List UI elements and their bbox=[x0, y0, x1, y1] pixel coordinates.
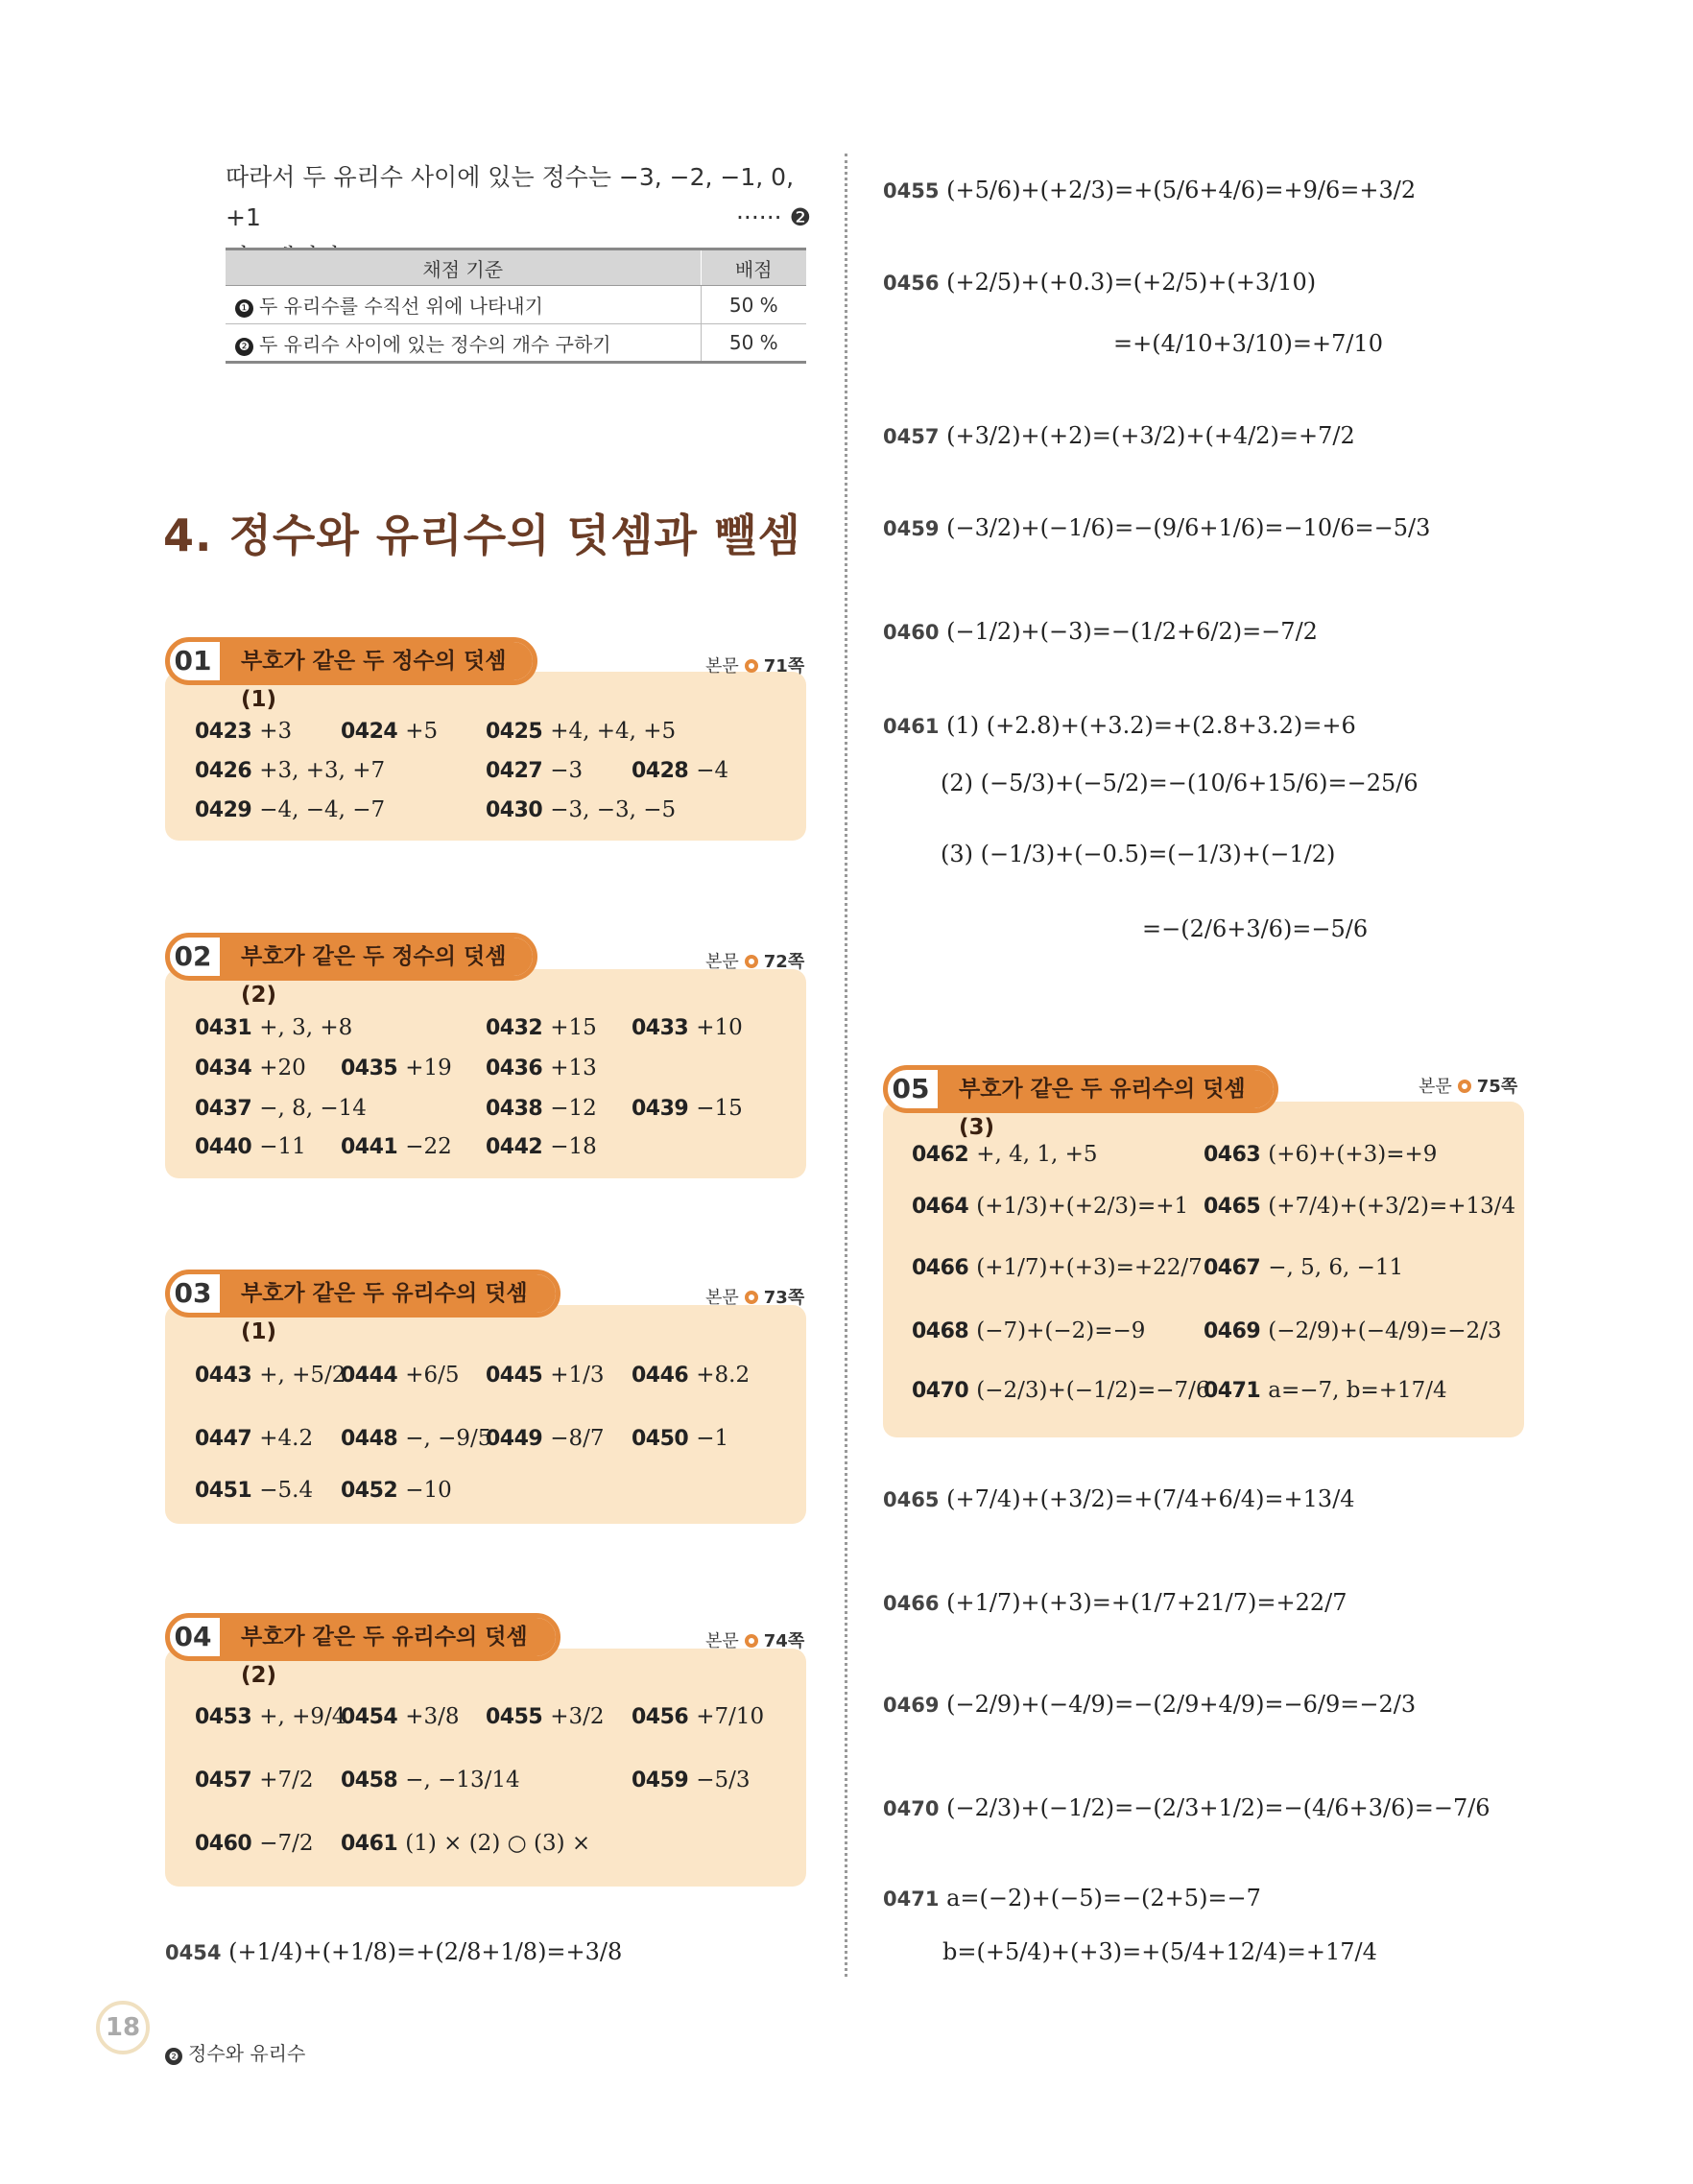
answer-item bbox=[632, 1422, 728, 1456]
answer-item bbox=[195, 754, 385, 788]
item-number: 0441 bbox=[341, 1135, 398, 1159]
item-answer: (−2/9)+(−4/9)=−2/3 bbox=[1268, 1318, 1502, 1343]
item-answer: (+6)+(+3)=+9 bbox=[1268, 1142, 1438, 1167]
solution-0471 bbox=[883, 1881, 1261, 1916]
solution-0471-part-b: b=(+5/4)+(+3)=+(5/4+12/4)=+17/4 bbox=[942, 1938, 1377, 1965]
item-number: 0462 bbox=[912, 1143, 969, 1167]
ref-prefix: 본문 bbox=[705, 656, 739, 677]
item-answer: +4.2 bbox=[259, 1426, 314, 1451]
item-answer: +, 3, +8 bbox=[259, 1015, 353, 1040]
item-answer: +3/8 bbox=[405, 1704, 460, 1729]
answer-item bbox=[486, 1092, 597, 1126]
answer-item bbox=[912, 1138, 1098, 1172]
item-number: 0445 bbox=[486, 1364, 543, 1388]
item-answer: −3, −3, −5 bbox=[550, 797, 677, 822]
item-answer: (−2/3)+(−1/2)=−7/6 bbox=[976, 1378, 1210, 1403]
answer-item bbox=[632, 1011, 743, 1045]
item-number: 0470 bbox=[912, 1379, 969, 1403]
item-answer: (+1/3)+(+2/3)=+1 bbox=[976, 1194, 1189, 1219]
item-answer: +7/2 bbox=[259, 1768, 314, 1792]
item-number: 0430 bbox=[486, 798, 543, 822]
item-number: 0449 bbox=[486, 1427, 543, 1451]
answer-item bbox=[912, 1374, 1210, 1408]
box-title: 부호가 같은 두 유리수의 덧셈(3) bbox=[938, 1070, 1274, 1108]
solution-number: 0459 bbox=[883, 517, 940, 540]
item-answer: +13 bbox=[550, 1056, 597, 1080]
solution-0470 bbox=[883, 1791, 1490, 1826]
answer-item bbox=[632, 1764, 751, 1797]
answer-item bbox=[486, 715, 676, 748]
item-answer: −8/7 bbox=[550, 1426, 605, 1451]
item-answer: −, 8, −14 bbox=[259, 1096, 367, 1121]
item-answer: +10 bbox=[696, 1015, 743, 1040]
answer-item bbox=[632, 1359, 750, 1392]
ref-page: 75쪽 bbox=[1476, 1077, 1518, 1097]
answer-item bbox=[195, 1092, 367, 1126]
answer-item bbox=[341, 1474, 452, 1507]
chapter-footer bbox=[165, 2038, 305, 2066]
answer-item bbox=[195, 1764, 314, 1797]
item-number: 0426 bbox=[195, 759, 252, 783]
item-answer: +8.2 bbox=[696, 1363, 751, 1388]
answer-item bbox=[912, 1251, 1203, 1285]
item-answer: −3 bbox=[550, 758, 584, 783]
item-answer: −4, −4, −7 bbox=[259, 797, 386, 822]
ref-page: 74쪽 bbox=[763, 1631, 805, 1651]
grading-row bbox=[226, 286, 806, 324]
item-number: 0464 bbox=[912, 1195, 969, 1219]
item-number: 0446 bbox=[632, 1364, 689, 1388]
solution-0465 bbox=[883, 1482, 1355, 1517]
item-number: 0443 bbox=[195, 1364, 252, 1388]
item-answer: +, +5/2 bbox=[259, 1363, 346, 1388]
item-answer: +, +9/4 bbox=[259, 1704, 346, 1729]
answer-item bbox=[912, 1315, 1145, 1348]
solution-number: 0469 bbox=[883, 1694, 940, 1717]
grading-row bbox=[226, 324, 806, 363]
ref-circle-icon bbox=[745, 659, 758, 673]
intro-line-1: 따라서 두 유리수 사이에 있는 정수는 −3, −2, −1, 0, +1 bbox=[226, 163, 795, 231]
item-answer: −15 bbox=[696, 1096, 743, 1121]
answer-item bbox=[195, 1011, 352, 1045]
page-reference bbox=[705, 1627, 804, 1652]
item-answer: −12 bbox=[550, 1096, 597, 1121]
item-number: 0440 bbox=[195, 1135, 252, 1159]
grading-criterion: 두 유리수 사이에 있는 정수의 개수 구하기 bbox=[259, 332, 611, 356]
box-number: 03 bbox=[174, 1277, 212, 1309]
answer-item bbox=[195, 1130, 306, 1164]
solution-0466 bbox=[883, 1585, 1347, 1621]
item-number: 0433 bbox=[632, 1016, 689, 1040]
item-number: 0423 bbox=[195, 720, 252, 744]
item-answer: −1 bbox=[696, 1426, 729, 1451]
item-number: 0435 bbox=[341, 1056, 398, 1080]
item-number: 0450 bbox=[632, 1427, 689, 1451]
item-answer: −, −9/5 bbox=[405, 1426, 492, 1451]
step-2-badge: ❷ bbox=[235, 338, 253, 356]
item-answer: −18 bbox=[550, 1134, 597, 1159]
solution-expression: (−2/3)+(−1/2)=−(2/3+1/2)=−(4/6+3/6)=−7/6 bbox=[946, 1794, 1490, 1821]
ref-prefix: 본문 bbox=[705, 952, 739, 972]
item-number: 0437 bbox=[195, 1097, 252, 1121]
answer-item bbox=[486, 1052, 597, 1085]
solution-number: 0461 bbox=[883, 715, 940, 738]
item-answer: (+1/7)+(+3)=+22/7 bbox=[976, 1255, 1203, 1280]
item-number: 0432 bbox=[486, 1016, 543, 1040]
box-title: 부호가 같은 두 유리수의 덧셈(1) bbox=[220, 1274, 556, 1313]
box-header-02 bbox=[165, 933, 537, 1008]
item-answer: (−7)+(−2)=−9 bbox=[976, 1318, 1146, 1343]
item-number: 0438 bbox=[486, 1097, 543, 1121]
solution-number: 0456 bbox=[883, 272, 940, 295]
answer-item bbox=[632, 1700, 764, 1734]
ref-prefix: 본문 bbox=[705, 1288, 739, 1308]
grading-criterion: 두 유리수를 수직선 위에 나타내기 bbox=[259, 295, 543, 318]
solution-expression: (+5/6)+(+2/3)=+(5/6+4/6)=+9/6=+3/2 bbox=[946, 177, 1417, 203]
answer-item bbox=[486, 1011, 597, 1045]
solution-number: 0465 bbox=[883, 1488, 940, 1511]
item-number: 0444 bbox=[341, 1364, 398, 1388]
solution-number: 0471 bbox=[883, 1887, 940, 1911]
grading-table bbox=[226, 248, 806, 364]
item-number: 0459 bbox=[632, 1769, 689, 1792]
item-number: 0431 bbox=[195, 1016, 252, 1040]
item-number: 0447 bbox=[195, 1427, 252, 1451]
ref-page: 73쪽 bbox=[763, 1288, 805, 1308]
item-number: 0451 bbox=[195, 1479, 252, 1503]
item-answer: +3, +3, +7 bbox=[259, 758, 386, 783]
ref-circle-icon bbox=[1458, 1080, 1471, 1093]
item-number: 0455 bbox=[486, 1705, 543, 1729]
chapter-badge: ❷ bbox=[165, 2048, 182, 2065]
column-divider bbox=[845, 154, 847, 1977]
item-answer: +3 bbox=[259, 719, 293, 744]
answer-item bbox=[195, 1359, 346, 1392]
item-number: 0466 bbox=[912, 1256, 969, 1280]
solution-0456-line2: =+(4/10+3/10)=+7/10 bbox=[1113, 330, 1383, 357]
grading-score: 50 % bbox=[701, 324, 806, 363]
solution-0461-part-3: (3) (−1/3)+(−0.5)=(−1/3)+(−1/2) bbox=[941, 841, 1336, 867]
answer-item bbox=[486, 794, 676, 827]
item-answer: (1) × (2) ○ (3) × bbox=[405, 1831, 591, 1856]
solution-0461-part-2: (2) (−5/3)+(−5/2)=−(10/6+15/6)=−25/6 bbox=[941, 770, 1419, 796]
box-title: 부호가 같은 두 정수의 덧셈(2) bbox=[220, 938, 533, 976]
answer-item bbox=[486, 1130, 597, 1164]
item-number: 0425 bbox=[486, 720, 543, 744]
answer-item bbox=[195, 1827, 314, 1861]
answer-item bbox=[341, 1700, 460, 1734]
item-answer: −, −13/14 bbox=[405, 1768, 520, 1792]
item-number: 0467 bbox=[1204, 1256, 1261, 1280]
answer-item bbox=[341, 1827, 590, 1861]
solution-number: 0457 bbox=[883, 425, 940, 448]
answer-item bbox=[1204, 1190, 1515, 1223]
solution-0460 bbox=[883, 614, 1318, 650]
item-number: 0458 bbox=[341, 1769, 398, 1792]
answer-item bbox=[1204, 1374, 1447, 1408]
box-header-01 bbox=[165, 637, 537, 712]
item-answer: +4, +4, +5 bbox=[550, 719, 677, 744]
ref-page: 71쪽 bbox=[763, 656, 805, 677]
item-answer: +1/3 bbox=[550, 1363, 605, 1388]
item-number: 0436 bbox=[486, 1056, 543, 1080]
solution-number: 0470 bbox=[883, 1797, 940, 1820]
answer-item bbox=[341, 1359, 460, 1392]
solution-0454 bbox=[165, 1935, 622, 1970]
answer-item bbox=[195, 1474, 313, 1507]
answer-item bbox=[195, 1700, 346, 1734]
item-number: 0465 bbox=[1204, 1195, 1261, 1219]
item-answer: +15 bbox=[550, 1015, 597, 1040]
item-answer: −5.4 bbox=[259, 1478, 314, 1503]
ref-page: 72쪽 bbox=[763, 952, 805, 972]
solution-expression: (+1/4)+(+1/8)=+(2/8+1/8)=+3/8 bbox=[228, 1938, 623, 1965]
solution-expression: (+7/4)+(+3/2)=+(7/4+6/4)=+13/4 bbox=[946, 1485, 1355, 1512]
solution-expression: (+1/7)+(+3)=+(1/7+21/7)=+22/7 bbox=[946, 1589, 1347, 1616]
box-title: 부호가 같은 두 정수의 덧셈(1) bbox=[220, 642, 533, 680]
item-answer: +6/5 bbox=[405, 1363, 460, 1388]
solution-expression: (−2/9)+(−4/9)=−(2/9+4/9)=−6/9=−2/3 bbox=[946, 1691, 1417, 1718]
ref-circle-icon bbox=[745, 1634, 758, 1648]
solution-expression: (+2/5)+(+0.3)=(+2/5)+(+3/10) bbox=[946, 269, 1317, 296]
item-number: 0457 bbox=[195, 1769, 252, 1792]
solution-0469 bbox=[883, 1687, 1416, 1722]
solution-0461-part-3-cont: =−(2/6+3/6)=−5/6 bbox=[1142, 915, 1369, 942]
answer-item bbox=[195, 1052, 306, 1085]
item-answer: +19 bbox=[405, 1056, 452, 1080]
box-title: 부호가 같은 두 유리수의 덧셈(2) bbox=[220, 1618, 556, 1656]
ref-prefix: 본문 bbox=[1419, 1077, 1452, 1097]
item-answer: (+7/4)+(+3/2)=+13/4 bbox=[1268, 1194, 1516, 1219]
answer-item bbox=[341, 1422, 491, 1456]
answer-item bbox=[341, 1052, 452, 1085]
box-header-04 bbox=[165, 1613, 560, 1688]
page-reference bbox=[1419, 1073, 1517, 1098]
item-answer: +5 bbox=[405, 719, 439, 744]
item-number: 0456 bbox=[632, 1705, 689, 1729]
item-number: 0429 bbox=[195, 798, 252, 822]
item-number: 0434 bbox=[195, 1056, 252, 1080]
solution-number: 0454 bbox=[165, 1941, 222, 1964]
solution-number: 0455 bbox=[883, 179, 940, 202]
solution-number: 0466 bbox=[883, 1592, 940, 1615]
item-number: 0468 bbox=[912, 1319, 969, 1343]
solution-expression: (−1/2)+(−3)=−(1/2+6/2)=−7/2 bbox=[946, 618, 1318, 645]
item-number: 0427 bbox=[486, 759, 543, 783]
item-number: 0460 bbox=[195, 1832, 252, 1856]
solution-expression: (+3/2)+(+2)=(+3/2)+(+4/2)=+7/2 bbox=[946, 422, 1355, 449]
grading-header-score: 배점 bbox=[701, 249, 806, 286]
item-number: 0463 bbox=[1204, 1143, 1261, 1167]
section-title: 4. 정수와 유리수의 덧셈과 뺄셈 bbox=[163, 510, 801, 561]
item-answer: +7/10 bbox=[696, 1704, 765, 1729]
ref-prefix: 본문 bbox=[705, 1631, 739, 1651]
answer-item bbox=[486, 1422, 605, 1456]
answer-item bbox=[1204, 1138, 1437, 1172]
grading-header-criteria: 채점 기준 bbox=[226, 249, 701, 286]
item-number: 0428 bbox=[632, 759, 689, 783]
answer-item bbox=[1204, 1315, 1502, 1348]
page-reference bbox=[705, 948, 804, 973]
item-answer: +, 4, 1, +5 bbox=[976, 1142, 1098, 1167]
item-answer: −7/2 bbox=[259, 1831, 314, 1856]
solution-expression: (−3/2)+(−1/6)=−(9/6+1/6)=−10/6=−5/3 bbox=[946, 514, 1431, 541]
item-number: 0454 bbox=[341, 1705, 398, 1729]
box-number: 01 bbox=[174, 645, 212, 677]
ref-circle-icon bbox=[745, 1291, 758, 1304]
chapter-title: 정수와 유리수 bbox=[188, 2042, 306, 2065]
solution-part-1: (1) (+2.8)+(+3.2)=+(2.8+3.2)=+6 bbox=[946, 712, 1356, 739]
item-number: 0461 bbox=[341, 1832, 398, 1856]
step-marker: ······ ❷ bbox=[735, 203, 811, 231]
solution-part-a: a=(−2)+(−5)=−(2+5)=−7 bbox=[946, 1885, 1261, 1911]
grading-score: 50 % bbox=[701, 286, 806, 324]
solution-number: 0460 bbox=[883, 621, 940, 644]
item-answer: −4 bbox=[696, 758, 729, 783]
box-header-05 bbox=[883, 1065, 1278, 1140]
page-reference bbox=[705, 653, 804, 677]
page-number: 18 bbox=[96, 2001, 150, 2054]
solution-0455 bbox=[883, 173, 1416, 208]
item-answer: a=−7, b=+17/4 bbox=[1268, 1378, 1447, 1403]
item-number: 0448 bbox=[341, 1427, 398, 1451]
solution-0459 bbox=[883, 510, 1430, 546]
item-answer: +3/2 bbox=[550, 1704, 605, 1729]
item-answer: −10 bbox=[405, 1478, 452, 1503]
box-header-03 bbox=[165, 1270, 560, 1344]
box-number: 02 bbox=[174, 940, 212, 972]
solution-0456 bbox=[883, 265, 1316, 300]
item-number: 0439 bbox=[632, 1097, 689, 1121]
item-answer: +20 bbox=[259, 1056, 306, 1080]
item-number: 0424 bbox=[341, 720, 398, 744]
answer-item bbox=[632, 754, 728, 788]
box-number: 05 bbox=[892, 1073, 930, 1104]
answer-item bbox=[341, 1764, 520, 1797]
item-answer: −5/3 bbox=[696, 1768, 751, 1792]
item-number: 0471 bbox=[1204, 1379, 1261, 1403]
item-answer: −11 bbox=[259, 1134, 306, 1159]
answer-item bbox=[486, 1359, 605, 1392]
ref-circle-icon bbox=[745, 955, 758, 968]
item-answer: −22 bbox=[405, 1134, 452, 1159]
item-number: 0453 bbox=[195, 1705, 252, 1729]
answer-item bbox=[1204, 1251, 1403, 1285]
item-number: 0469 bbox=[1204, 1319, 1261, 1343]
answer-item bbox=[195, 1422, 313, 1456]
answer-item bbox=[341, 715, 438, 748]
step-1-badge: ❶ bbox=[235, 299, 253, 318]
item-number: 0442 bbox=[486, 1135, 543, 1159]
answer-item bbox=[486, 754, 583, 788]
answer-item bbox=[195, 794, 385, 827]
page-reference bbox=[705, 1284, 804, 1309]
answer-item bbox=[486, 1700, 605, 1734]
answer-item bbox=[632, 1092, 743, 1126]
box-number: 04 bbox=[174, 1621, 212, 1652]
item-number: 0452 bbox=[341, 1479, 398, 1503]
answer-item bbox=[195, 715, 292, 748]
answer-item bbox=[341, 1130, 452, 1164]
solution-0461 bbox=[883, 708, 1356, 744]
item-answer: −, 5, 6, −11 bbox=[1268, 1255, 1404, 1280]
answer-item bbox=[912, 1190, 1188, 1223]
solution-0457 bbox=[883, 418, 1355, 454]
